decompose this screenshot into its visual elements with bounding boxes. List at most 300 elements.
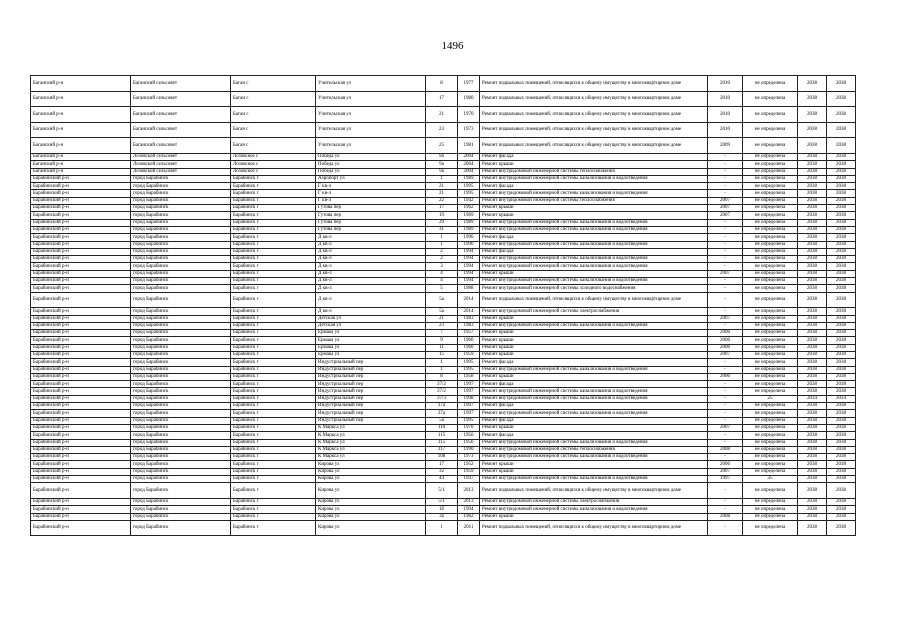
settlement-cell: город Барабинск xyxy=(131,395,231,402)
table-row xyxy=(31,366,856,373)
locality-cell: Барабинск г xyxy=(231,256,316,263)
build-year-cell: 1996 xyxy=(458,241,480,248)
build-year-cell: 1995 xyxy=(458,417,480,424)
plan-end-year-cell: 2038 xyxy=(827,161,856,168)
build-year-cell: 1989 xyxy=(458,226,480,233)
table-row xyxy=(31,395,856,402)
settlement-cell: город Барабинск xyxy=(131,513,231,520)
house-number-cell: 1 xyxy=(426,241,458,248)
build-year-cell: 1962 xyxy=(458,205,480,212)
house-number-cell: 37/3 xyxy=(426,395,458,402)
last-repair-year-cell: - xyxy=(708,381,743,388)
work-type-cell: Ремонт внутридомовой инженерной системы канализования и водоотведения xyxy=(480,322,708,329)
build-year-cell: 2013 xyxy=(458,498,480,505)
house-number-cell: 44 xyxy=(426,476,458,483)
plan-end-year-cell: 2038 xyxy=(827,506,856,513)
district-cell: Барабинский р-н xyxy=(31,461,131,468)
district-cell: Барабинский р-н xyxy=(31,395,131,402)
cost-cell: не определена xyxy=(743,483,798,499)
work-type-cell: Ремонт фасада xyxy=(480,432,708,439)
table-row xyxy=(31,175,856,182)
build-year-cell: 1989 xyxy=(458,175,480,182)
house-number-cell: 117 xyxy=(426,446,458,453)
last-repair-year-cell: 2007 xyxy=(708,424,743,431)
settlement-cell: город Барабинск xyxy=(131,424,231,431)
work-type-cell: Ремонт внутридомовой инженерной системы канализования и водоотведения xyxy=(480,219,708,226)
build-year-cell: 2013 xyxy=(458,483,480,499)
last-repair-year-cell: - xyxy=(708,498,743,505)
house-number-cell: 11 xyxy=(426,344,458,351)
settlement-cell: город Барабинск xyxy=(131,278,231,285)
work-type-cell: Ремонт внутридомовой инженерной системы теплоснабжения xyxy=(480,446,708,453)
last-repair-year-cell: - xyxy=(708,278,743,285)
street-cell: Индустриальный пер xyxy=(316,403,426,410)
plan-start-year-cell: 2038 xyxy=(798,322,827,329)
plan-start-year-cell: 2038 xyxy=(798,403,827,410)
plan-end-year-cell: 2038 xyxy=(827,226,856,233)
work-type-cell: Ремонт внутридомовой инженерной системы канализования и водоотведения xyxy=(480,410,708,417)
plan-start-year-cell: 2038 xyxy=(798,270,827,277)
table-row xyxy=(31,122,856,138)
cost-cell: не определена xyxy=(743,454,798,461)
locality-cell: Баган с xyxy=(231,76,316,92)
plan-end-year-cell: 2038 xyxy=(827,461,856,468)
district-cell: Барабинский р-н xyxy=(31,344,131,351)
district-cell: Барабинский р-н xyxy=(31,263,131,270)
house-number-cell: 1 xyxy=(426,359,458,366)
cost-cell: не определена xyxy=(743,351,798,358)
plan-end-year-cell: 2038 xyxy=(827,308,856,315)
work-type-cell: Ремонт крыши xyxy=(480,205,708,212)
settlement-cell: город Барабинск xyxy=(131,498,231,505)
house-number-cell: 5а xyxy=(426,292,458,308)
table-row xyxy=(31,520,856,536)
last-repair-year-cell: 2007 xyxy=(708,315,743,322)
plan-start-year-cell: 2038 xyxy=(798,439,827,446)
house-number-cell: 108 xyxy=(426,454,458,461)
work-type-cell: Ремонт фасада xyxy=(480,359,708,366)
house-number-cell: 9а xyxy=(426,153,458,160)
locality-cell: Барабинск г xyxy=(231,248,316,255)
locality-cell: Барабинск г xyxy=(231,241,316,248)
house-number-cell: 17 xyxy=(426,461,458,468)
cost-cell: не определена xyxy=(743,330,798,337)
build-year-cell: 1994 xyxy=(458,270,480,277)
locality-cell: Барабинск г xyxy=(231,183,316,190)
plan-start-year-cell: 2038 xyxy=(798,226,827,233)
build-year-cell: 1994 xyxy=(458,256,480,263)
plan-start-year-cell: 2038 xyxy=(798,446,827,453)
street-cell: Д кв-л xyxy=(316,248,426,255)
plan-end-year-cell: 2038 xyxy=(827,351,856,358)
cost-cell: не определена xyxy=(743,410,798,417)
settlement-cell: город Барабинск xyxy=(131,454,231,461)
settlement-cell: город Барабинск xyxy=(131,263,231,270)
street-cell: Д кв-л xyxy=(316,278,426,285)
cost-cell: не определена xyxy=(743,161,798,168)
plan-end-year-cell: 2038 xyxy=(827,498,856,505)
street-cell: Д кв-л xyxy=(316,270,426,277)
build-year-cell: 1983 xyxy=(458,315,480,322)
work-type-cell: Ремонт внутридомовой инженерной системы канализования и водоотведения xyxy=(480,241,708,248)
street-cell: Д кв-л xyxy=(316,292,426,308)
plan-start-year-cell: 2038 xyxy=(798,476,827,483)
cost-cell: не определена xyxy=(743,403,798,410)
plan-end-year-cell: 2038 xyxy=(827,381,856,388)
house-number-cell: 2 xyxy=(426,248,458,255)
work-type-cell: Ремонт подвальных помещений, относящихся к общему имуществу в многоквартирном доме xyxy=(480,138,708,154)
settlement-cell: город Барабинск xyxy=(131,468,231,475)
street-cell: Учительская ул xyxy=(316,91,426,107)
cost-cell: не определена xyxy=(743,175,798,182)
build-year-cell: 1994 xyxy=(458,506,480,513)
plan-start-year-cell: 2038 xyxy=(798,190,827,197)
last-repair-year-cell: 2006 xyxy=(708,330,743,337)
cost-cell: не определена xyxy=(743,256,798,263)
build-year-cell: 2011 xyxy=(458,520,480,536)
last-repair-year-cell: - xyxy=(708,153,743,160)
cost-cell: не определена xyxy=(743,344,798,351)
build-year-cell: 1952 xyxy=(458,461,480,468)
cost-cell: не определена xyxy=(743,183,798,190)
plan-end-year-cell: 2038 xyxy=(827,322,856,329)
work-type-cell: Ремонт подвальных помещений, относящихся к общему имуществу в многоквартирном доме xyxy=(480,292,708,308)
cost-cell: не определена xyxy=(743,417,798,424)
last-repair-year-cell: 2007 xyxy=(708,212,743,219)
settlement-cell: город Барабинск xyxy=(131,234,231,241)
cost-cell: не определена xyxy=(743,107,798,123)
cost-cell: не определена xyxy=(743,190,798,197)
district-cell: Барабинский р-н xyxy=(31,476,131,483)
plan-end-year-cell: 2038 xyxy=(827,76,856,92)
work-type-cell: Ремонт подвальных помещений, относящихся к общему имуществу в многоквартирном доме xyxy=(480,107,708,123)
locality-cell: Барабинск г xyxy=(231,403,316,410)
locality-cell: Барабинск г xyxy=(231,468,316,475)
district-cell: Барабинский р-н xyxy=(31,292,131,308)
work-type-cell: Ремонт крыши xyxy=(480,373,708,380)
settlement-cell: город Барабинск xyxy=(131,205,231,212)
cost-cell: не определена xyxy=(743,226,798,233)
street-cell: Д кв-л xyxy=(316,234,426,241)
work-type-cell: Ремонт крыши xyxy=(480,344,708,351)
cost-cell: не определена xyxy=(743,498,798,505)
locality-cell: Лозовское с xyxy=(231,153,316,160)
last-repair-year-cell: 2006 xyxy=(708,461,743,468)
table-row xyxy=(31,234,856,241)
settlement-cell: город Барабинск xyxy=(131,476,231,483)
plan-start-year-cell: 2038 xyxy=(798,122,827,138)
plan-end-year-cell: 2038 xyxy=(827,107,856,123)
plan-end-year-cell: 2038 xyxy=(827,476,856,483)
work-type-cell: Ремонт крыши xyxy=(480,468,708,475)
cost-cell: не определена xyxy=(743,76,798,92)
work-type-cell: Ремонт подвальных помещений, относящихся к общему имуществу в многоквартирном доме xyxy=(480,91,708,107)
district-cell: Барабинский р-н xyxy=(31,241,131,248)
work-type-cell: Ремонт крыши xyxy=(480,315,708,322)
plan-end-year-cell: 2038 xyxy=(827,359,856,366)
table-row xyxy=(31,388,856,395)
street-cell: Детская ул xyxy=(316,322,426,329)
plan-end-year-cell: 2038 xyxy=(827,513,856,520)
plan-start-year-cell: 2038 xyxy=(798,337,827,344)
house-number-cell: 5 xyxy=(426,285,458,292)
settlement-cell: город Барабинск xyxy=(131,506,231,513)
plan-start-year-cell: 2038 xyxy=(798,285,827,292)
cost-cell: не определена xyxy=(743,153,798,160)
plan-start-year-cell: 2038 xyxy=(798,520,827,536)
plan-end-year-cell: 2038 xyxy=(827,197,856,204)
plan-end-year-cell: 2038 xyxy=(827,439,856,446)
plan-start-year-cell: 2038 xyxy=(798,256,827,263)
plan-end-year-cell: 2038 xyxy=(827,468,856,475)
settlement-cell: город Барабинск xyxy=(131,212,231,219)
locality-cell: Баган с xyxy=(231,107,316,123)
build-year-cell: 1994 xyxy=(458,278,480,285)
locality-cell: Барабинск г xyxy=(231,315,316,322)
work-type-cell: Ремонт фасада xyxy=(480,248,708,255)
street-cell: Победа ул xyxy=(316,168,426,175)
work-type-cell: Ремонт крыши xyxy=(480,351,708,358)
last-repair-year-cell: - xyxy=(708,322,743,329)
locality-cell: Барабинск г xyxy=(231,498,316,505)
settlement-cell: город Барабинск xyxy=(131,461,231,468)
house-number-cell: 2 xyxy=(426,256,458,263)
locality-cell: Барабинск г xyxy=(231,212,316,219)
build-year-cell: 1960 xyxy=(458,344,480,351)
last-repair-year-cell: 2007 xyxy=(708,468,743,475)
district-cell: Барабинский р-н xyxy=(31,424,131,431)
street-cell: Гутова пер xyxy=(316,226,426,233)
street-cell: Индустриальный пер xyxy=(316,417,426,424)
table-body xyxy=(31,76,856,536)
cost-cell: не определена xyxy=(743,468,798,475)
plan-end-year-cell: 2038 xyxy=(827,263,856,270)
plan-start-year-cell: 2038 xyxy=(798,417,827,424)
locality-cell: Барабинск г xyxy=(231,432,316,439)
table-row xyxy=(31,278,856,285)
work-type-cell: Ремонт крыши xyxy=(480,270,708,277)
settlement-cell: город Барабинск xyxy=(131,292,231,308)
locality-cell: Барабинск г xyxy=(231,330,316,337)
house-number-cell: 3а xyxy=(426,513,458,520)
plan-end-year-cell: 2038 xyxy=(827,432,856,439)
street-cell: Г кв-л xyxy=(316,183,426,190)
last-repair-year-cell: 2007 xyxy=(708,197,743,204)
build-year-cell: 1973 xyxy=(458,122,480,138)
table-row xyxy=(31,417,856,424)
district-cell: Барабинский р-н xyxy=(31,219,131,226)
plan-start-year-cell: 2038 xyxy=(798,483,827,499)
settlement-cell: город Барабинск xyxy=(131,417,231,424)
work-type-cell: Ремонт внутридомовой инженерной системы канализования и водоотведения xyxy=(480,366,708,373)
house-number-cell: 1б xyxy=(426,506,458,513)
last-repair-year-cell: - xyxy=(708,168,743,175)
district-cell: Барабинский р-н xyxy=(31,183,131,190)
street-cell: Индустриальный пер xyxy=(316,395,426,402)
table-row xyxy=(31,256,856,263)
build-year-cell: 2004 xyxy=(458,168,480,175)
build-year-cell: 1959 xyxy=(458,351,480,358)
district-cell: Барабинский р-н xyxy=(31,468,131,475)
house-number-cell: 5/1 xyxy=(426,483,458,499)
street-cell: Кирова ул xyxy=(316,476,426,483)
last-repair-year-cell: 2007 xyxy=(708,270,743,277)
locality-cell: Баган с xyxy=(231,122,316,138)
table-row xyxy=(31,381,856,388)
cost-cell: не определена xyxy=(743,138,798,154)
locality-cell: Барабинск г xyxy=(231,344,316,351)
street-cell: Д кв-л xyxy=(316,308,426,315)
district-cell: Барабинский р-н xyxy=(31,248,131,255)
last-repair-year-cell: - xyxy=(708,454,743,461)
build-year-cell: 1957 xyxy=(458,330,480,337)
plan-start-year-cell: 2038 xyxy=(798,424,827,431)
last-repair-year-cell: - xyxy=(708,520,743,536)
locality-cell: Барабинск г xyxy=(231,175,316,182)
build-year-cell: 2014 xyxy=(458,308,480,315)
plan-start-year-cell: 2038 xyxy=(798,263,827,270)
table-row xyxy=(31,107,856,123)
last-repair-year-cell: - xyxy=(708,241,743,248)
last-repair-year-cell: 2008 xyxy=(708,446,743,453)
table-row xyxy=(31,138,856,154)
house-number-cell: 1 xyxy=(426,175,458,182)
work-type-cell: Ремонт подвальных помещений, относящихся к общему имуществу в многоквартирном доме xyxy=(480,483,708,499)
last-repair-year-cell: - xyxy=(708,432,743,439)
locality-cell: Барабинск г xyxy=(231,322,316,329)
table-row xyxy=(31,91,856,107)
house-number-cell: 21 xyxy=(426,107,458,123)
house-number-cell: 17 xyxy=(426,205,458,212)
street-cell: Гутова пер xyxy=(316,205,426,212)
table-row xyxy=(31,498,856,505)
locality-cell: Барабинск г xyxy=(231,520,316,536)
settlement-cell: город Барабинск xyxy=(131,308,231,315)
plan-start-year-cell: 2038 xyxy=(798,315,827,322)
district-cell: Барабинский р-н xyxy=(31,315,131,322)
settlement-cell: город Барабинск xyxy=(131,270,231,277)
build-year-cell: 1942 xyxy=(458,197,480,204)
work-type-cell: Ремонт внутридомовой инженерной системы канализования и водоотведения xyxy=(480,395,708,402)
cost-cell: не определена xyxy=(743,337,798,344)
last-repair-year-cell: - xyxy=(708,366,743,373)
last-repair-year-cell: - xyxy=(708,292,743,308)
district-cell: Барабинский р-н xyxy=(31,308,131,315)
last-repair-year-cell: 2009 xyxy=(708,138,743,154)
table-row xyxy=(31,292,856,308)
street-cell: Индустриальный пер xyxy=(316,388,426,395)
last-repair-year-cell: 2006 xyxy=(708,344,743,351)
plan-end-year-cell: 2038 xyxy=(827,190,856,197)
work-type-cell: Ремонт внутридомовой инженерной системы канализования и водоотведения xyxy=(480,476,708,483)
district-cell: Барабинский р-н xyxy=(31,330,131,337)
settlement-cell: город Барабинск xyxy=(131,351,231,358)
plan-start-year-cell: 2038 xyxy=(798,197,827,204)
plan-end-year-cell: 2038 xyxy=(827,91,856,107)
plan-start-year-cell: 2038 xyxy=(798,278,827,285)
district-cell: Баганский р-н xyxy=(31,107,131,123)
work-type-cell: Ремонт внутридомовой инженерной системы канализования и водоотведения xyxy=(480,388,708,395)
district-cell: Барабинский р-н xyxy=(31,520,131,536)
table-row xyxy=(31,461,856,468)
street-cell: Г кв-л xyxy=(316,197,426,204)
table-row xyxy=(31,161,856,168)
locality-cell: Барабинск г xyxy=(231,410,316,417)
table-row xyxy=(31,190,856,197)
table-row xyxy=(31,263,856,270)
cost-cell: не определена xyxy=(743,168,798,175)
last-repair-year-cell: - xyxy=(708,506,743,513)
table-row xyxy=(31,424,856,431)
build-year-cell: 1997 xyxy=(458,410,480,417)
locality-cell: Барабинск г xyxy=(231,278,316,285)
work-type-cell: Ремонт фасада xyxy=(480,234,708,241)
street-cell: Индустриальный пер xyxy=(316,410,426,417)
settlement-cell: город Барабинск xyxy=(131,446,231,453)
table-row xyxy=(31,270,856,277)
plan-end-year-cell: 2038 xyxy=(827,234,856,241)
district-cell: Барабинский р-н xyxy=(31,197,131,204)
district-cell: Барабинский р-н xyxy=(31,190,131,197)
district-cell: Баганский р-н xyxy=(31,122,131,138)
settlement-cell: город Барабинск xyxy=(131,359,231,366)
plan-start-year-cell: 2038 xyxy=(798,219,827,226)
plan-end-year-cell: 2038 xyxy=(827,373,856,380)
district-cell: Барабинский р-н xyxy=(31,285,131,292)
settlement-cell: город Барабинск xyxy=(131,241,231,248)
work-type-cell: Ремонт фасада xyxy=(480,403,708,410)
cost-cell: не определена xyxy=(743,122,798,138)
cost-cell: не определена xyxy=(743,506,798,513)
cost-cell: не определена xyxy=(743,446,798,453)
repair-schedule-table xyxy=(30,75,856,536)
street-cell: Кирова ул xyxy=(316,506,426,513)
last-repair-year-cell: - xyxy=(708,175,743,182)
plan-start-year-cell: 2038 xyxy=(798,359,827,366)
cost-cell: не определена xyxy=(743,322,798,329)
locality-cell: Барабинск г xyxy=(231,219,316,226)
work-type-cell: Ремонт внутридомовой инженерной системы канализования и водоотведения xyxy=(480,263,708,270)
work-type-cell: Ремонт фасада xyxy=(480,381,708,388)
cost-cell: не определена xyxy=(743,248,798,255)
page-number: 1496 xyxy=(441,40,464,52)
street-cell: Учительская ул xyxy=(316,138,426,154)
settlement-cell: город Барабинск xyxy=(131,373,231,380)
last-repair-year-cell: 2006 xyxy=(708,337,743,344)
table-row xyxy=(31,248,856,255)
plan-start-year-cell: 2038 xyxy=(798,292,827,308)
plan-start-year-cell: 2038 xyxy=(798,234,827,241)
plan-end-year-cell: 2038 xyxy=(827,410,856,417)
street-cell: К Маркса ул xyxy=(316,432,426,439)
build-year-cell: 1959 xyxy=(458,468,480,475)
build-year-cell: 1997 xyxy=(458,388,480,395)
plan-end-year-cell: 2038 xyxy=(827,205,856,212)
street-cell: Учительская ул xyxy=(316,122,426,138)
street-cell: Г кв-л xyxy=(316,190,426,197)
street-cell: Победа ул xyxy=(316,153,426,160)
locality-cell: Барабинск г xyxy=(231,359,316,366)
house-number-cell: 21 xyxy=(426,183,458,190)
settlement-cell: город Барабинск xyxy=(131,248,231,255)
settlement-cell: город Барабинск xyxy=(131,226,231,233)
work-type-cell: Ремонт подвальных помещений, относящихся к общему имуществу в многоквартирном доме xyxy=(480,520,708,536)
last-repair-year-cell: - xyxy=(708,483,743,499)
work-type-cell: Ремонт фасада xyxy=(480,183,708,190)
locality-cell: Барабинск г xyxy=(231,454,316,461)
locality-cell: Барабинск г xyxy=(231,337,316,344)
last-repair-year-cell: - xyxy=(708,359,743,366)
